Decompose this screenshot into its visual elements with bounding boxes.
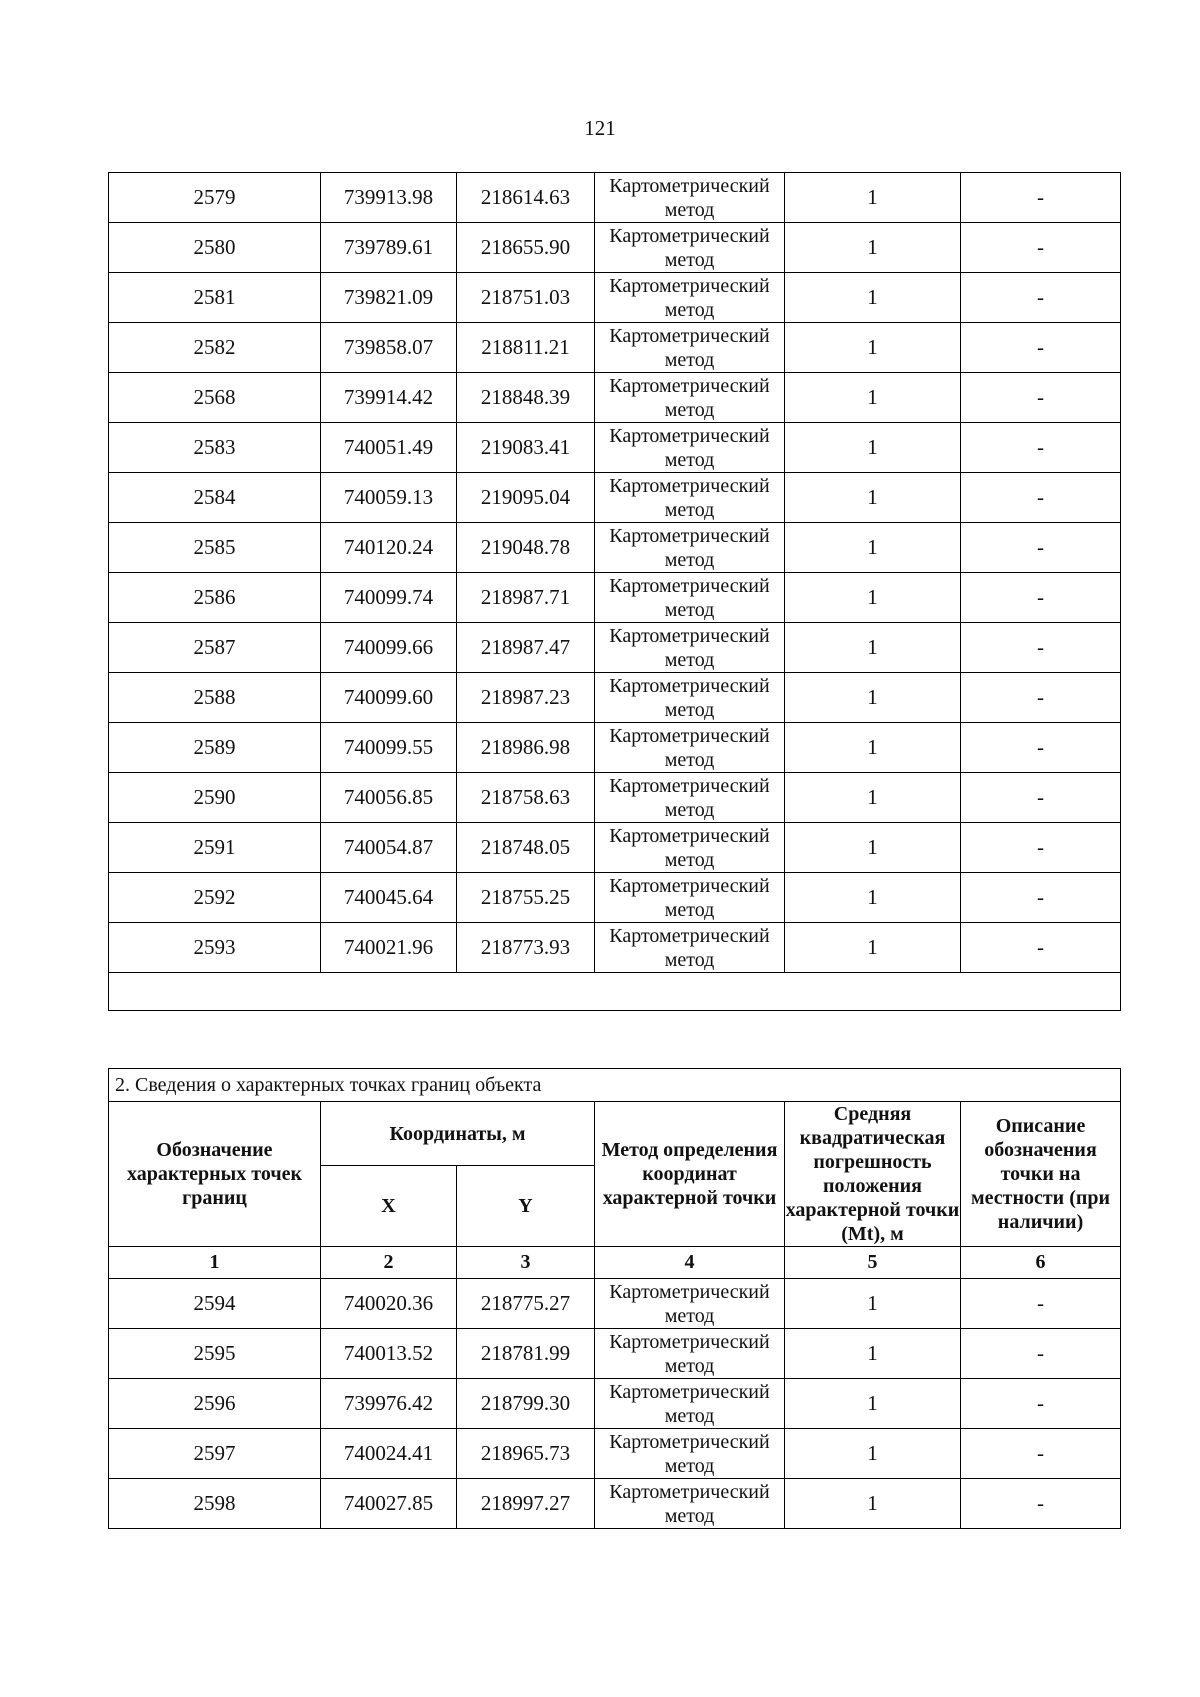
coord-y: 218987.23 xyxy=(457,673,595,723)
method: Картометрический метод xyxy=(595,923,785,973)
column-number: 4 xyxy=(595,1247,785,1279)
boundary-points-table xyxy=(108,1068,1121,1529)
mt-value: 1 xyxy=(785,723,961,773)
mt-value: 1 xyxy=(785,1429,961,1479)
point-id: 2580 xyxy=(109,223,321,273)
method: Картометрический метод xyxy=(595,223,785,273)
header-y: Y xyxy=(457,1166,595,1247)
coord-y: 218997.27 xyxy=(457,1479,595,1529)
point-id: 2588 xyxy=(109,673,321,723)
coord-x: 739858.07 xyxy=(321,323,457,373)
method: Картометрический метод xyxy=(595,1479,785,1529)
table-row xyxy=(109,1479,1121,1529)
coord-y: 218748.05 xyxy=(457,823,595,873)
table2-body xyxy=(109,1069,1121,1529)
point-id: 2581 xyxy=(109,273,321,323)
mt-value: 1 xyxy=(785,873,961,923)
coord-y: 218758.63 xyxy=(457,773,595,823)
table-row xyxy=(109,1379,1121,1429)
description: - xyxy=(961,823,1121,873)
mt-value: 1 xyxy=(785,423,961,473)
point-id: 2586 xyxy=(109,573,321,623)
table-row xyxy=(109,373,1121,423)
table-row xyxy=(109,223,1121,273)
description: - xyxy=(961,523,1121,573)
mt-value: 1 xyxy=(785,1279,961,1329)
point-id: 2579 xyxy=(109,173,321,223)
method: Картометрический метод xyxy=(595,823,785,873)
header-x: X xyxy=(321,1166,457,1247)
method: Картометрический метод xyxy=(595,173,785,223)
description: - xyxy=(961,173,1121,223)
coord-x: 740051.49 xyxy=(321,423,457,473)
method: Картометрический метод xyxy=(595,523,785,573)
mt-value: 1 xyxy=(785,923,961,973)
column-number: 3 xyxy=(457,1247,595,1279)
description: - xyxy=(961,473,1121,523)
table-row xyxy=(109,773,1121,823)
coord-x: 740059.13 xyxy=(321,473,457,523)
coord-x: 739914.42 xyxy=(321,373,457,423)
mt-value: 1 xyxy=(785,173,961,223)
description: - xyxy=(961,773,1121,823)
header-mt: Средняя квадратическая погрешность положения характерной точки (Mt), м xyxy=(785,1103,960,1245)
coord-x: 740024.41 xyxy=(321,1429,457,1479)
table-row xyxy=(109,923,1121,973)
column-number: 6 xyxy=(961,1247,1121,1279)
method: Картометрический метод xyxy=(595,373,785,423)
mt-value: 1 xyxy=(785,473,961,523)
coord-x: 740099.60 xyxy=(321,673,457,723)
table-row xyxy=(109,523,1121,573)
description: - xyxy=(961,923,1121,973)
table-row xyxy=(109,173,1121,223)
description: - xyxy=(961,223,1121,273)
empty-row xyxy=(109,973,1121,1011)
table-row xyxy=(109,623,1121,673)
description: - xyxy=(961,873,1121,923)
point-id: 2598 xyxy=(109,1479,321,1529)
description: - xyxy=(961,1379,1121,1429)
mt-value: 1 xyxy=(785,373,961,423)
point-id: 2593 xyxy=(109,923,321,973)
coord-y: 218781.99 xyxy=(457,1329,595,1379)
point-id: 2595 xyxy=(109,1329,321,1379)
coord-y: 218965.73 xyxy=(457,1429,595,1479)
description: - xyxy=(961,1429,1121,1479)
header-description: Описание обозначения точки на местности (при наличии) xyxy=(961,1102,1121,1247)
page-number: 121 xyxy=(584,116,616,140)
method: Картометрический метод xyxy=(595,623,785,673)
method: Картометрический метод xyxy=(595,273,785,323)
coord-y: 218987.71 xyxy=(457,573,595,623)
coord-y: 218755.25 xyxy=(457,873,595,923)
method: Картометрический метод xyxy=(595,1379,785,1429)
column-number: 5 xyxy=(785,1247,961,1279)
point-id: 2585 xyxy=(109,523,321,573)
point-id: 2591 xyxy=(109,823,321,873)
mt-value: 1 xyxy=(785,573,961,623)
description: - xyxy=(961,423,1121,473)
point-id: 2596 xyxy=(109,1379,321,1429)
mt-value: 1 xyxy=(785,1479,961,1529)
method: Картометрический метод xyxy=(595,773,785,823)
description: - xyxy=(961,1279,1121,1329)
point-id: 2583 xyxy=(109,423,321,473)
coord-y: 218655.90 xyxy=(457,223,595,273)
table-row xyxy=(109,423,1121,473)
method: Картометрический метод xyxy=(595,323,785,373)
coord-y: 218775.27 xyxy=(457,1279,595,1329)
coord-y: 219048.78 xyxy=(457,523,595,573)
mt-value: 1 xyxy=(785,523,961,573)
coord-x: 739976.42 xyxy=(321,1379,457,1429)
mt-value: 1 xyxy=(785,1379,961,1429)
empty-cell xyxy=(109,973,1121,1011)
description: - xyxy=(961,1479,1121,1529)
point-id: 2584 xyxy=(109,473,321,523)
coord-x: 740045.64 xyxy=(321,873,457,923)
coord-x: 739821.09 xyxy=(321,273,457,323)
point-id: 2589 xyxy=(109,723,321,773)
description: - xyxy=(961,323,1121,373)
point-id: 2597 xyxy=(109,1429,321,1479)
coord-x: 740056.85 xyxy=(321,773,457,823)
method: Картометрический метод xyxy=(595,473,785,523)
column-number: 1 xyxy=(109,1247,321,1279)
mt-value: 1 xyxy=(785,773,961,823)
method: Картометрический метод xyxy=(595,723,785,773)
coord-y: 219095.04 xyxy=(457,473,595,523)
mt-value: 1 xyxy=(785,273,961,323)
coord-x: 739913.98 xyxy=(321,173,457,223)
mt-value: 1 xyxy=(785,223,961,273)
table-row xyxy=(109,673,1121,723)
coord-y: 218773.93 xyxy=(457,923,595,973)
table-row xyxy=(109,1329,1121,1379)
coord-x: 740021.96 xyxy=(321,923,457,973)
table-row xyxy=(109,1279,1121,1329)
description: - xyxy=(961,673,1121,723)
table-caption: 2. Сведения о характерных точках границ объекта xyxy=(109,1069,1121,1102)
table-row xyxy=(109,473,1121,523)
coord-y: 218614.63 xyxy=(457,173,595,223)
coord-x: 740020.36 xyxy=(321,1279,457,1329)
coord-y: 219083.41 xyxy=(457,423,595,473)
point-id: 2592 xyxy=(109,873,321,923)
header-point: Обозначение характерных точек границ xyxy=(109,1102,321,1247)
description: - xyxy=(961,273,1121,323)
table-row xyxy=(109,573,1121,623)
description: - xyxy=(961,623,1121,673)
description: - xyxy=(961,1329,1121,1379)
method: Картометрический метод xyxy=(595,873,785,923)
description: - xyxy=(961,573,1121,623)
table-row xyxy=(109,1429,1121,1479)
column-number: 2 xyxy=(321,1247,457,1279)
coord-y: 218751.03 xyxy=(457,273,595,323)
coord-x: 740099.74 xyxy=(321,573,457,623)
coord-y: 218799.30 xyxy=(457,1379,595,1429)
coord-x: 740120.24 xyxy=(321,523,457,573)
coord-x: 740099.55 xyxy=(321,723,457,773)
point-id: 2587 xyxy=(109,623,321,673)
mt-value: 1 xyxy=(785,623,961,673)
point-id: 2590 xyxy=(109,773,321,823)
method: Картометрический метод xyxy=(595,423,785,473)
table-row xyxy=(109,823,1121,873)
coord-x: 740054.87 xyxy=(321,823,457,873)
coordinates-table-continued xyxy=(108,172,1121,1011)
mt-value: 1 xyxy=(785,323,961,373)
table-row xyxy=(109,873,1121,923)
coord-y: 218811.21 xyxy=(457,323,595,373)
coord-x: 739789.61 xyxy=(321,223,457,273)
description: - xyxy=(961,373,1121,423)
coord-x: 740099.66 xyxy=(321,623,457,673)
table-row xyxy=(109,273,1121,323)
point-id: 2582 xyxy=(109,323,321,373)
coord-x: 740013.52 xyxy=(321,1329,457,1379)
coord-y: 218987.47 xyxy=(457,623,595,673)
mt-value: 1 xyxy=(785,673,961,723)
method: Картометрический метод xyxy=(595,673,785,723)
table-row xyxy=(109,323,1121,373)
header-method: Метод определения координат характерной точки xyxy=(595,1102,785,1247)
table1-body xyxy=(109,173,1121,1011)
point-id: 2594 xyxy=(109,1279,321,1329)
mt-value: 1 xyxy=(785,823,961,873)
table-row xyxy=(109,723,1121,773)
method: Картометрический метод xyxy=(595,1329,785,1379)
coord-x: 740027.85 xyxy=(321,1479,457,1529)
method: Картометрический метод xyxy=(595,573,785,623)
description: - xyxy=(961,723,1121,773)
method: Картометрический метод xyxy=(595,1429,785,1479)
coord-y: 218986.98 xyxy=(457,723,595,773)
method: Картометрический метод xyxy=(595,1279,785,1329)
mt-value: 1 xyxy=(785,1329,961,1379)
point-id: 2568 xyxy=(109,373,321,423)
header-coordinates: Координаты, м xyxy=(321,1102,595,1166)
coord-y: 218848.39 xyxy=(457,373,595,423)
